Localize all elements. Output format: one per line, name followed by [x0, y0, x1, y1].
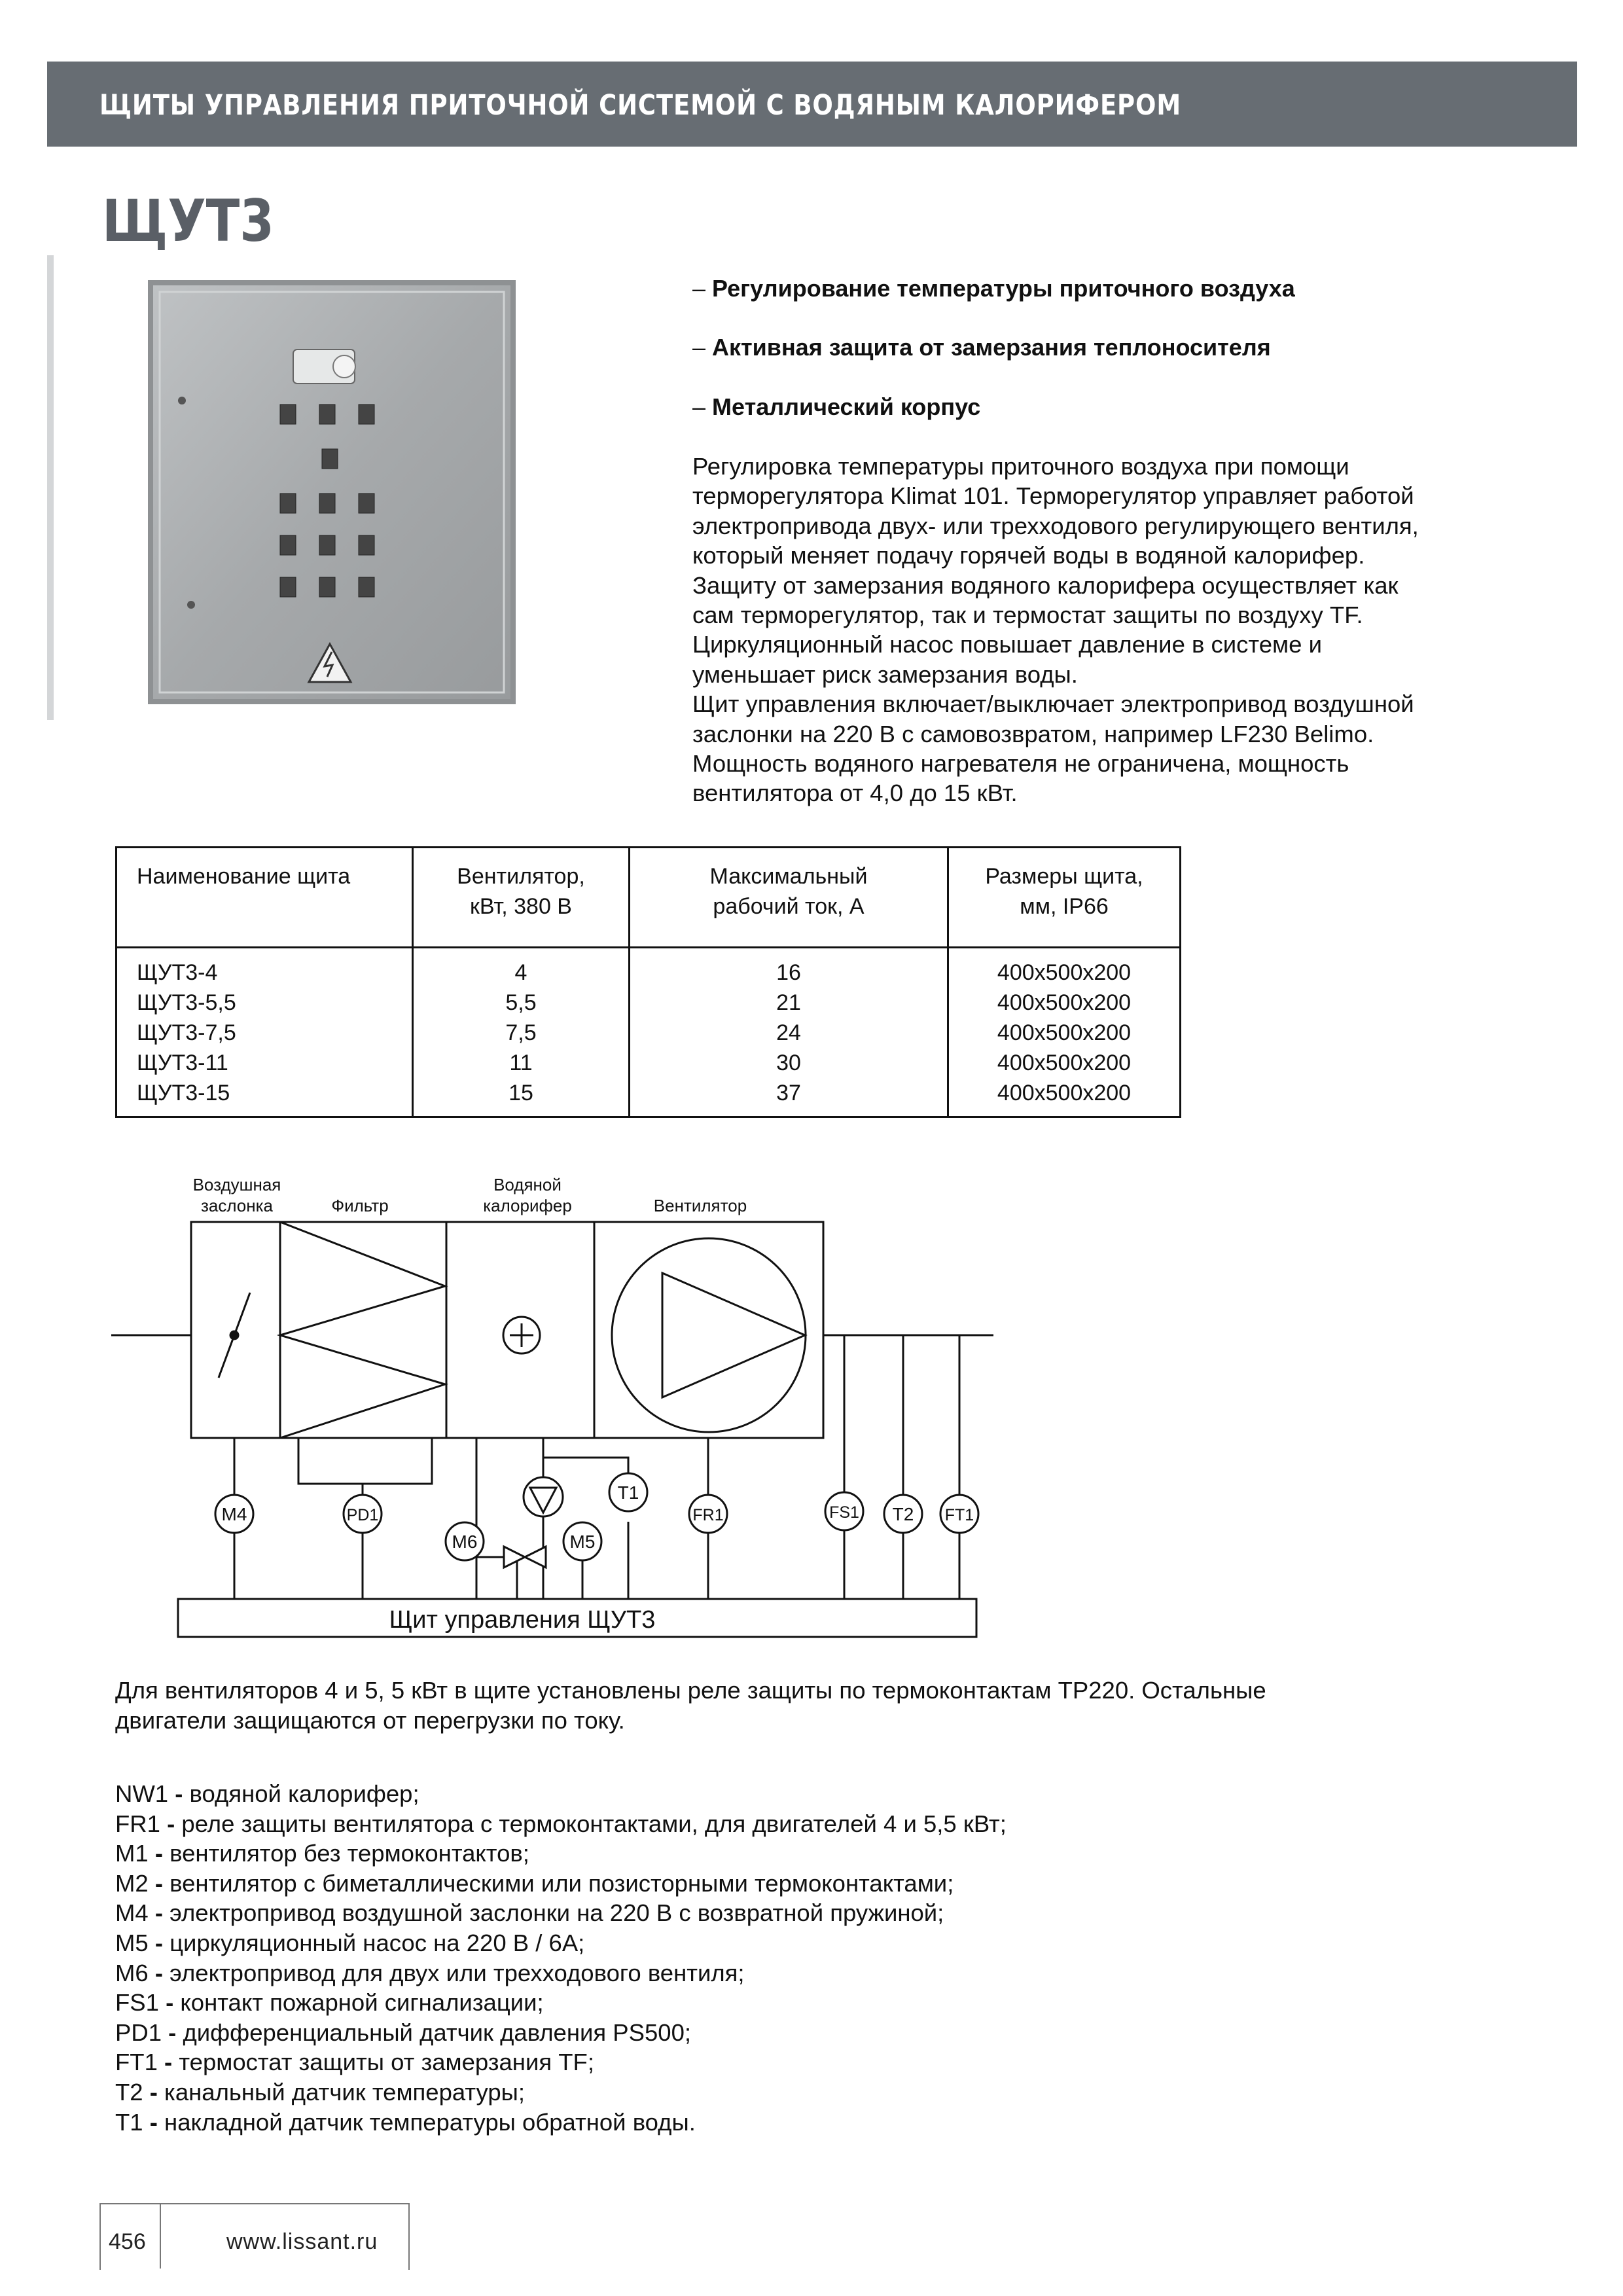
node-m6-label: M6: [452, 1532, 478, 1552]
cell-current: 30: [630, 1048, 948, 1078]
cell-fan: 15: [413, 1078, 630, 1117]
node-m5-label: M5: [569, 1532, 596, 1552]
footer-divider: [160, 2203, 161, 2269]
cell-name: ЩУТ3-5,5: [116, 988, 413, 1018]
node-ft1-label: FT1: [944, 1506, 974, 1524]
table-row: [116, 1018, 1181, 1048]
page-title: ЩУТ3: [102, 187, 274, 255]
heater-label-1: Водяной: [493, 1175, 562, 1194]
description-line: Мощность водяного нагревателя не ограничена, мощность: [692, 750, 1349, 778]
legend-item: M4 - электропривод воздушной заслонки на 220 В с возвратной пружиной;: [115, 1899, 944, 1927]
header-current: Максимальный рабочий ток, А: [630, 848, 948, 948]
legend-item: PD1 - дифференциальный датчик давления PS500;: [115, 2018, 692, 2046]
node-fr1-label: FR1: [692, 1506, 724, 1524]
description-line: Щит управления включает/выключает электропривод воздушной: [692, 691, 1414, 718]
legend-item: FS1 - контакт пожарной сигнализации;: [115, 1989, 544, 2017]
panel-label: Щит управления ЩУТ3: [389, 1606, 656, 1634]
description-line: терморегулятора Klimat 101. Терморегулятор управляет работой: [692, 482, 1414, 510]
fan-protection-note: [115, 1676, 1588, 1736]
legend-item: FR1 - реле защиты вентилятора с термоконтактами, для двигателей 4 и 5,5 кВт;: [115, 1810, 1007, 1837]
node-fs1-label: FS1: [829, 1503, 859, 1522]
description-line: сам терморегулятор, так и термостат защиты по воздуху TF.: [692, 601, 1363, 629]
description-line: вентилятора от 4,0 до 15 кВт.: [692, 780, 1018, 807]
description-line: Циркуляционный насос повышает давление в системе и: [692, 631, 1322, 658]
cell-current: 16: [630, 948, 948, 988]
note-line: Для вентиляторов 4 и 5, 5 кВт в щите установлены реле защиты по термоконтактам ТР220. Остальные: [115, 1677, 1266, 1704]
schematic-diagram: [111, 1162, 1001, 1649]
description-line: электропривода двух- или трехходового регулирующего вентиля,: [692, 512, 1419, 539]
table-header-row: [116, 848, 1181, 948]
legend-item: M1 - вентилятор без термоконтактов;: [115, 1840, 529, 1867]
cell-current: 37: [630, 1078, 948, 1117]
legend-item: M6 - электропривод для двух или трехходового вентиля;: [115, 1959, 745, 1986]
legend-item: T1 - накладной датчик температуры обратной воды.: [115, 2108, 696, 2136]
cell-fan: 7,5: [413, 1018, 630, 1048]
description-line: заслонки на 220 В с самовозвратом, например LF230 Belimo.: [692, 720, 1374, 747]
damper-label-2: заслонка: [200, 1196, 274, 1215]
legend-item: M5 - циркуляционный насос на 220 В / 6А;: [115, 1929, 585, 1956]
cell-size: 400x500x200: [948, 988, 1181, 1018]
damper-label-1: Воздушная: [192, 1175, 281, 1194]
page-number: 456: [109, 2229, 146, 2254]
header-size: Размеры щита, мм, IP66: [948, 848, 1181, 948]
cell-fan: 5,5: [413, 988, 630, 1018]
cell-size: 400x500x200: [948, 1018, 1181, 1048]
description-line: уменьшает риск замерзания воды.: [692, 660, 1078, 688]
cell-name: ЩУТ3-15: [116, 1078, 413, 1117]
description-line: Регулировка температуры приточного воздуха при помощи: [692, 453, 1349, 480]
cell-name: ЩУТ3-11: [116, 1048, 413, 1078]
filter-label: Фильтр: [331, 1196, 389, 1215]
fan-label: Вентилятор: [653, 1196, 747, 1215]
note-line: двигатели защищаются от перегрузки по току.: [115, 1707, 625, 1734]
cell-size: 400x500x200: [948, 1048, 1181, 1078]
legend-item: FT1 - термостат защиты от замерзания TF;: [115, 2049, 594, 2076]
node-t1-label: T1: [617, 1482, 639, 1503]
node-m4-label: M4: [221, 1504, 247, 1524]
table-row: [116, 1048, 1181, 1078]
heater-label-2: калорифер: [483, 1196, 572, 1215]
cabinet-photo: [148, 280, 516, 704]
cell-name: ЩУТ3-7,5: [116, 1018, 413, 1048]
description: [692, 452, 1569, 808]
header-bar: [47, 62, 1577, 147]
cell-fan: 11: [413, 1048, 630, 1078]
feature-bullet-3: – Металлический корпус: [692, 393, 981, 420]
legend-item: M2 - вентилятор с биметаллическими или позисторными термоконтактами;: [115, 1869, 954, 1897]
cell-size: 400x500x200: [948, 948, 1181, 988]
header-fan: Вентилятор, кВт, 380 В: [413, 848, 630, 948]
cell-current: 21: [630, 988, 948, 1018]
spec-table: [115, 846, 1181, 1118]
description-line: Защиту от замерзания водяного калорифера осуществляет как: [692, 571, 1399, 599]
legend-item: T2 - канальный датчик температуры;: [115, 2078, 526, 2106]
feature-bullet-1: – Регулирование температуры приточного воздуха: [692, 275, 1295, 302]
node-pd1-label: PD1: [346, 1506, 379, 1524]
header-name: Наименование щита: [116, 848, 413, 948]
description-line: который меняет подачу горячей воды в водяной калорифер.: [692, 542, 1365, 569]
table-row: [116, 948, 1181, 988]
table-row: [116, 988, 1181, 1018]
node-t2-label: T2: [892, 1504, 914, 1524]
cell-current: 24: [630, 1018, 948, 1048]
side-strip: [47, 255, 54, 720]
cell-size: 400x500x200: [948, 1078, 1181, 1117]
cell-fan: 4: [413, 948, 630, 988]
header-title: ЩИТЫ УПРАВЛЕНИЯ ПРИТОЧНОЙ СИСТЕМОЙ С ВОДЯНЫМ КАЛОРИФЕРОМ: [99, 89, 1181, 122]
site-link[interactable]: www.lissant.ru: [226, 2229, 378, 2254]
cell-name: ЩУТ3-4: [116, 948, 413, 988]
table-row: [116, 1078, 1181, 1117]
feature-bullet-2: – Активная защита от замерзания теплоносителя: [692, 334, 1271, 361]
legend-list: [115, 1779, 1007, 2137]
legend-item: NW1 - водяной калорифер;: [115, 1780, 419, 1807]
